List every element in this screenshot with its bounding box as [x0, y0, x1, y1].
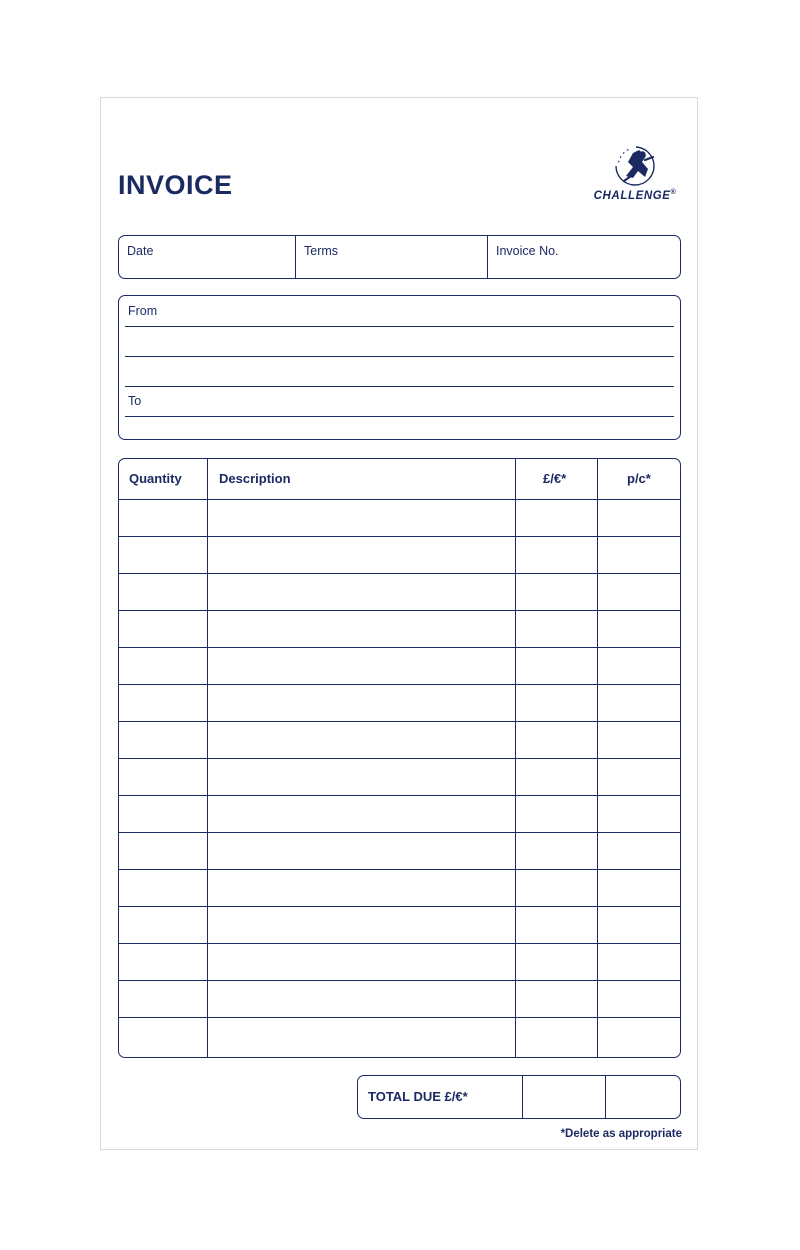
header-rule: [119, 499, 680, 500]
page-title: INVOICE: [118, 170, 233, 200]
row-rule: [119, 573, 680, 574]
total-due-row: [357, 1075, 681, 1119]
row-rule: [119, 610, 680, 611]
items-table: [118, 458, 681, 1058]
row-rule: [119, 869, 680, 870]
row-rule: [119, 795, 680, 796]
address-rule-4: [125, 416, 674, 417]
items-grid: [119, 459, 680, 1057]
brand-wordmark: [587, 189, 683, 202]
row-rule: [119, 943, 680, 944]
row-rule: [119, 684, 680, 685]
registered-mark: ®: [670, 189, 677, 197]
total-due-label: TOTAL DUE £/€*: [368, 1089, 468, 1104]
terms-label: Terms: [304, 244, 339, 258]
row-rule: [119, 1017, 680, 1018]
row-rule: [119, 906, 680, 907]
brand-name: CHALLENGE: [593, 190, 671, 202]
column-header-description: Description: [219, 471, 291, 486]
invoice-page: [100, 97, 698, 1150]
row-rule: [119, 980, 680, 981]
row-rule: [119, 647, 680, 648]
row-rule: [119, 832, 680, 833]
row-rule: [119, 536, 680, 537]
runner-logo-icon: [587, 146, 683, 190]
address-rule-2: [125, 356, 674, 357]
to-label: To: [128, 394, 142, 408]
terms-field[interactable]: [295, 236, 487, 278]
invoice-no-label: Invoice No.: [496, 244, 559, 258]
date-field[interactable]: [119, 236, 295, 278]
invoice-header: [117, 120, 683, 206]
invoice-sheet: [117, 120, 683, 1140]
from-label: From: [128, 304, 158, 318]
row-rule: [119, 721, 680, 722]
brand-logo: [587, 146, 683, 202]
address-rule-1: [125, 326, 674, 327]
total-due-label-cell: [358, 1076, 522, 1118]
column-header-quantity: Quantity: [129, 471, 182, 486]
column-header-currency: £/€*: [543, 471, 567, 486]
row-rule: [119, 758, 680, 759]
footnote: *Delete as appropriate: [560, 1128, 682, 1140]
date-label: Date: [127, 244, 154, 258]
invoice-no-field[interactable]: [487, 236, 680, 278]
column-header-pence: p/c*: [627, 471, 651, 486]
address-rule-3: [125, 386, 674, 387]
total-due-pounds-cell[interactable]: [522, 1076, 605, 1118]
address-block: [118, 295, 681, 440]
total-due-pence-cell[interactable]: [605, 1076, 680, 1118]
invoice-meta-row: [118, 235, 681, 279]
